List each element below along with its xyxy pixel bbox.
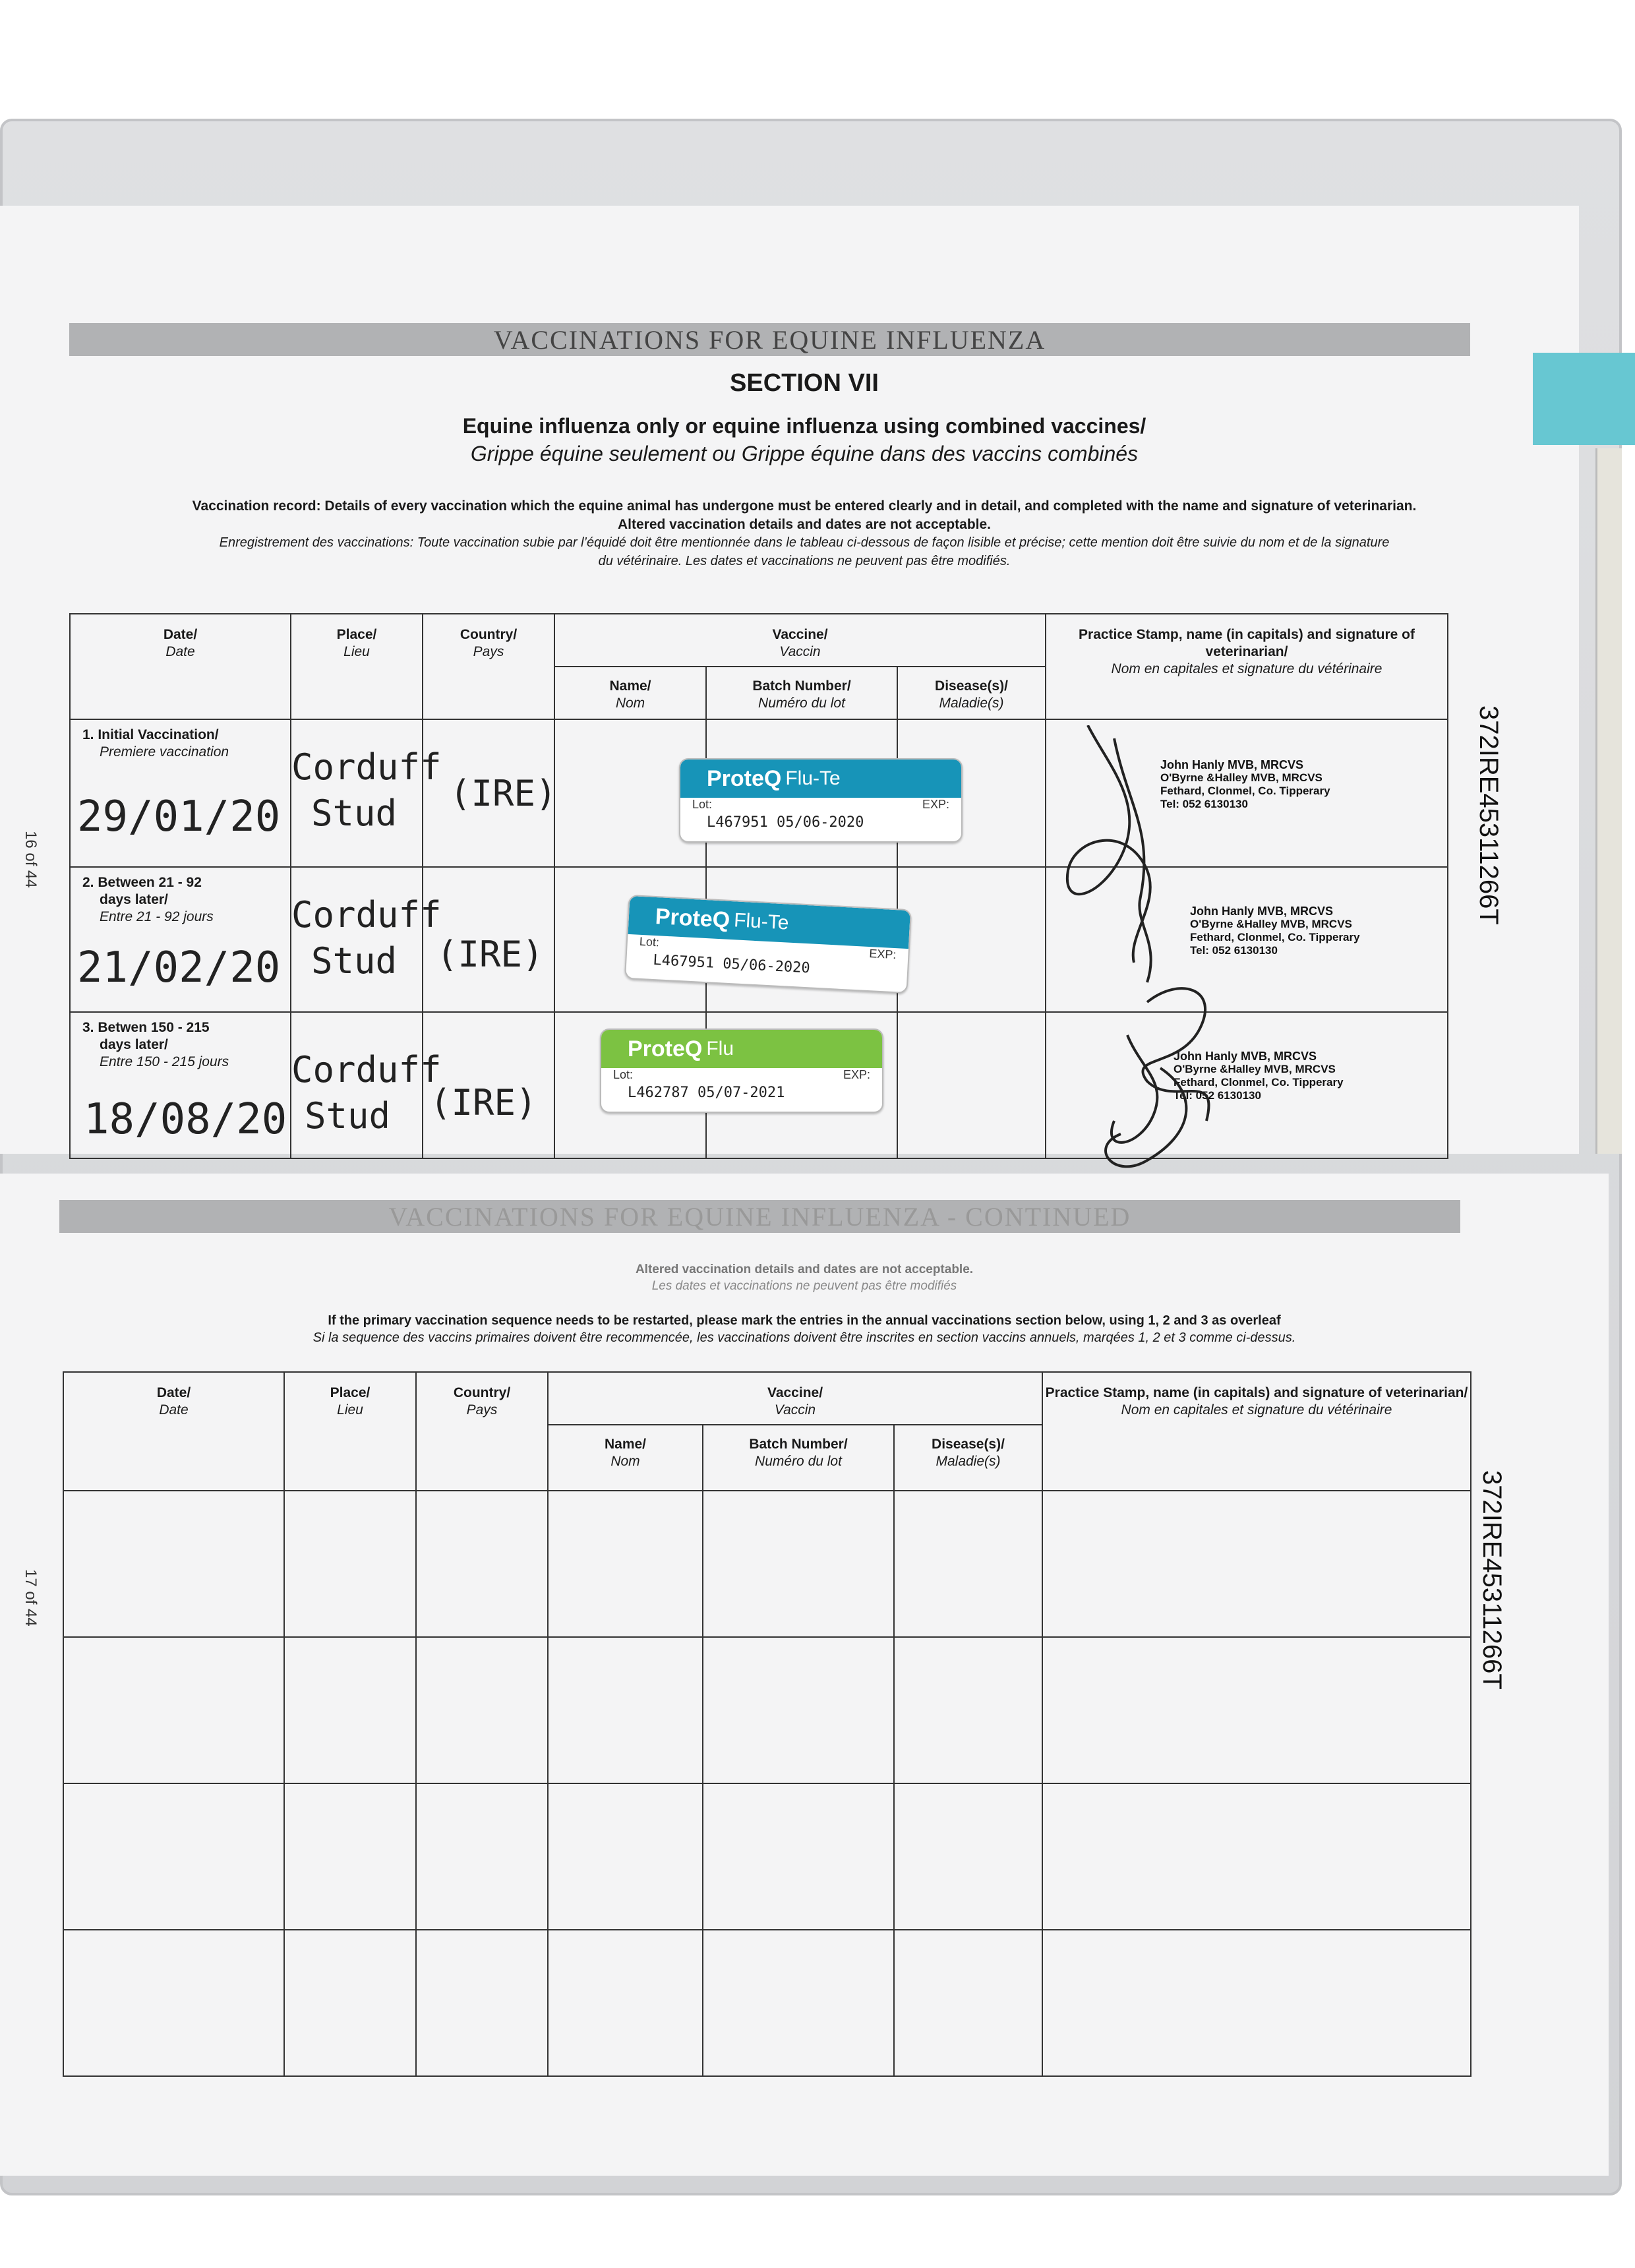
col-date: Date/ Date	[63, 1372, 284, 1491]
col-country: Country/ Pays	[416, 1372, 548, 1491]
country-cell	[423, 867, 554, 1012]
section-title: SECTION VII	[730, 369, 879, 397]
record-note-en: Vaccination record: Details of every vaccination which the equine animal has undergone must be entered clearly and in detail, and completed with the name and signature of veterinarian.	[192, 498, 1417, 514]
date-cell: 3. Betwen 150 - 215 days later/ Entre 150 - 215 jours 18/08/20	[70, 1012, 291, 1158]
handwritten-place: Corduff	[291, 746, 442, 788]
record-note-fr: Enregistrement des vaccinations: Toute vaccination subie par l’équidé doit être mentionnée dans le tableau ci-dessous de façon lisible et précise; cette mention doit être suivie du nom et de la signature	[219, 535, 1390, 550]
handwritten-place: Corduff	[291, 1049, 442, 1090]
col-batch: Batch Number/ Numéro du lot	[706, 667, 897, 719]
heading-fr: Grippe équine seulement ou Grippe équine dans des vaccins combinés	[470, 442, 1139, 465]
col-stamp: Practice Stamp, name (in capitals) and signature of veterinarian/ Nom en capitales et signature du vétérinaire	[1042, 1372, 1471, 1491]
continued-banner: VACCINATIONS FOR EQUINE INFLUENZA - CONTINUED	[59, 1200, 1460, 1233]
practice-stamp: John Hanly MVB, MRCVS O'Byrne &Halley MVB, MRCVS Fethard, Clonmel, Co. Tipperary Tel: 052 6130130	[1174, 1050, 1344, 1102]
col-disease: Disease(s)/ Maladie(s)	[897, 667, 1046, 719]
country-cell	[423, 1012, 554, 1158]
table-row	[63, 1637, 1471, 1783]
col-date: Date/ Date	[70, 614, 291, 719]
record-note-fr-2: du vétérinaire. Les dates et vaccinations ne peuvent pas être modifiés.	[598, 554, 1011, 568]
handwritten-place-2: Stud	[311, 792, 398, 834]
handwritten-place: Corduff	[291, 894, 442, 936]
col-place: Place/ Lieu	[291, 614, 423, 719]
restart-note-fr: Si la sequence des vaccins primaires doivent être recommencée, les vaccinations doivent être inscrites en section vaccins annuels, marqées 1, 2 et 3 comme ci-dessus.	[312, 1330, 1296, 1345]
handwritten-date: 18/08/20	[84, 1095, 287, 1144]
heading-en: Equine influenza only or equine influenza using combined vaccines/	[462, 414, 1146, 438]
col-disease: Disease(s)/ Maladie(s)	[894, 1425, 1042, 1491]
col-place: Place/ Lieu	[284, 1372, 416, 1491]
vaccine-sticker: ProteQ Flu Lot: EXP: L462787 05/07-2021	[600, 1029, 883, 1113]
ueln-top: 372IRE45311266T	[1474, 705, 1503, 925]
page-number-top: 16 of 44	[22, 831, 40, 888]
handwritten-place-2: Stud	[305, 1095, 391, 1137]
table-row	[63, 1783, 1471, 1930]
col-batch: Batch Number/ Numéro du lot	[703, 1425, 894, 1491]
section-banner: VACCINATIONS FOR EQUINE INFLUENZA	[69, 323, 1470, 356]
col-country: Country/ Pays	[423, 614, 554, 719]
place-cell	[291, 867, 442, 1012]
col-name: Name/ Nom	[548, 1425, 703, 1491]
vaccine-sticker: ProteQ Flu-Te Lot: EXP: L467951 05/06-2020	[624, 895, 912, 994]
col-vaccine: Vaccine/ Vaccin	[548, 1372, 1042, 1425]
handwritten-date: 21/02/20	[77, 943, 281, 992]
handwritten-place-2: Stud	[311, 940, 398, 982]
ueln-bottom: 372IRE45311266T	[1477, 1470, 1506, 1690]
altered-note-en: Altered vaccination details and dates are not acceptable.	[635, 1263, 974, 1276]
handwritten-date: 29/01/20	[77, 792, 281, 841]
table-row	[63, 1491, 1471, 1637]
table-row	[63, 1930, 1471, 2076]
page-number-bottom: 17 of 44	[22, 1569, 40, 1626]
country-cell	[423, 719, 557, 867]
col-name: Name/ Nom	[554, 667, 706, 719]
vaccine-sticker: ProteQ Flu-Te Lot: EXP: L467951 05/06-2020	[679, 758, 963, 843]
veterinarian-signature	[1048, 725, 1246, 1187]
col-stamp: Practice Stamp, name (in capitals) and signature of veterinarian/ Nom en capitales et signature du vétérinaire	[1046, 614, 1448, 719]
date-cell: 2. Between 21 - 92 days later/ Entre 21 - 92 jours 21/02/20	[70, 867, 291, 1012]
place-cell	[291, 1012, 442, 1158]
handwritten-country: (IRE)	[450, 773, 557, 814]
practice-stamp: John Hanly MVB, MRCVS O'Byrne &Halley MVB, MRCVS Fethard, Clonmel, Co. Tipperary Tel: 052 6130130	[1160, 758, 1330, 810]
restart-note-en: If the primary vaccination sequence needs to be restarted, please mark the entries in the annual vaccinations section below, using 1, 2 and 3 as overleaf	[328, 1313, 1281, 1328]
practice-stamp: John Hanly MVB, MRCVS O'Byrne &Halley MVB, MRCVS Fethard, Clonmel, Co. Tipperary Tel: 052 6130130	[1190, 905, 1360, 957]
annual-vaccination-table	[63, 1371, 1472, 2077]
handwritten-country: (IRE)	[436, 934, 544, 975]
handwritten-country: (IRE)	[430, 1082, 537, 1123]
altered-note-fr: Les dates et vaccinations ne peuvent pas être modifiés	[651, 1279, 957, 1293]
col-vaccine: Vaccine/ Vaccin	[554, 614, 1046, 667]
record-note-en-2: Altered vaccination details and dates are not acceptable.	[617, 517, 992, 532]
place-cell	[291, 719, 442, 867]
date-cell: 1. Initial Vaccination/ Premiere vaccination 29/01/20	[70, 719, 291, 867]
